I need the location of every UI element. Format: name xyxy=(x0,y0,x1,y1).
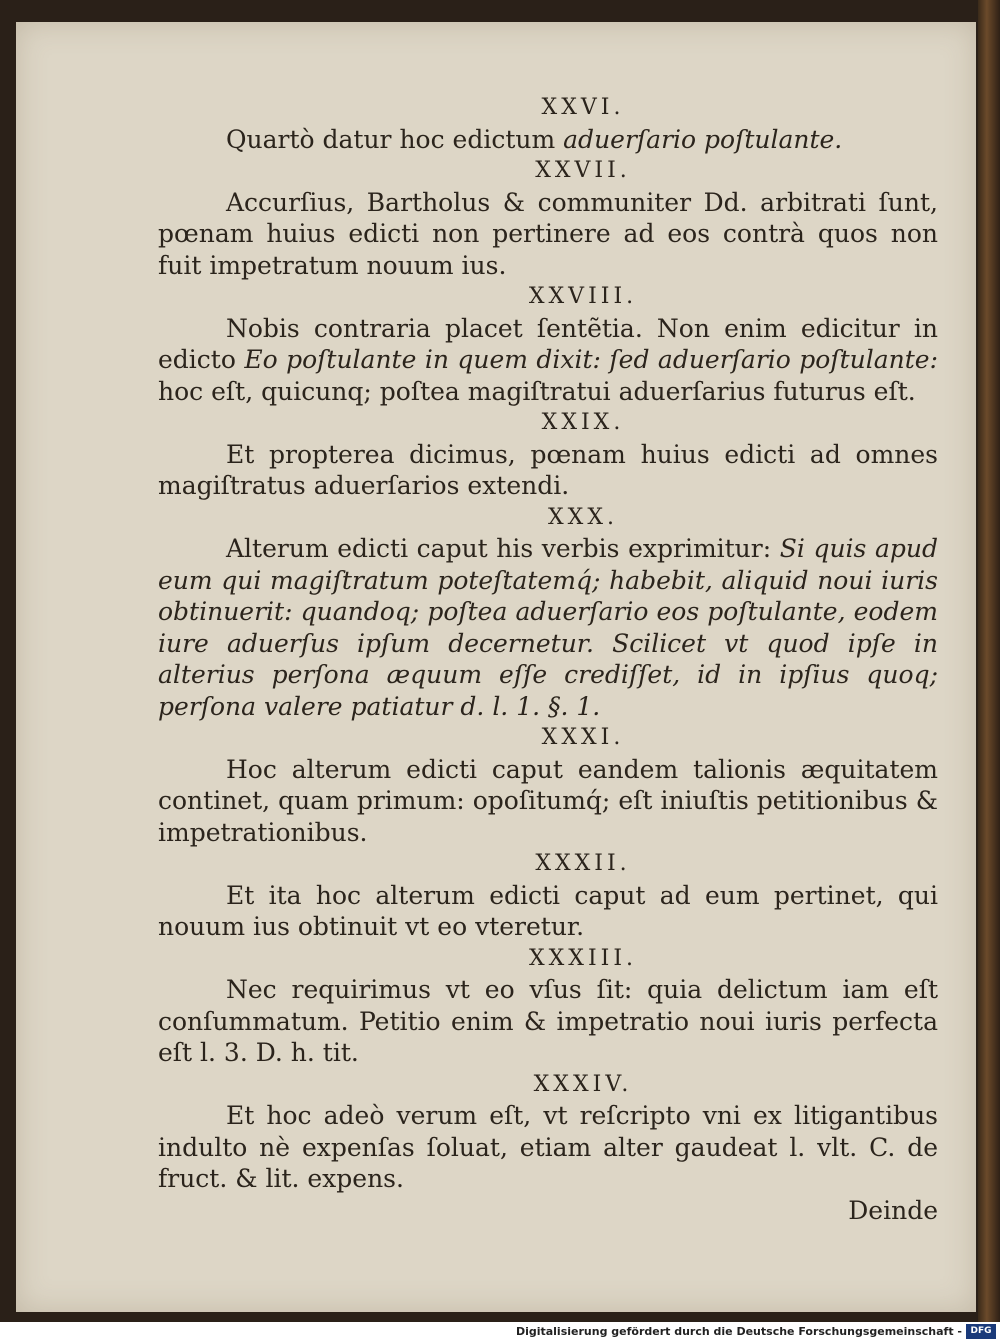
catchword: Deinde xyxy=(848,1195,938,1225)
text-segment: Nobis contraria placet ſentẽtia. Non enim edicitur in edicto xyxy=(158,313,938,374)
section-number: XXVII. xyxy=(535,158,631,183)
section-paragraph xyxy=(158,313,938,408)
text-segment: hoc eſt, quicunq; poſtea magiſtratui aduerſarius futurus eſt. xyxy=(158,376,916,406)
italic-text: Si quis apud eum qui magiſtratum poteſtatemq́; habebit, aliquid noui iuris obtinuerit: quandoq; poſtea aduerſario eos poſtulante, eodem iure aduerſus ipſum decernetur. Scilicet vt quod ipſe in alterius perſona æquum eſſe crediſſet, id in ipſius quoq; perſona valere patiatur d. l. 1. §. 1. xyxy=(158,534,938,721)
section-paragraph xyxy=(158,439,938,502)
text-segment: Et propterea dicimus, pœnam huius edicti ad omnes magiſtratus aduerſarios extendi. xyxy=(158,439,938,500)
text-segment: Accurſius, Bartholus & communiter Dd. arbitrati ſunt, pœnam huius edicti non pertinere ad eos contrà quos non fuit impetratum nouum ius. xyxy=(158,187,938,280)
footer-bar xyxy=(0,1322,1000,1342)
italic-text: Eo poſtulante in quem dixit: ſed aduerſario poſtulante: xyxy=(244,345,938,374)
text-segment: Quartò datur hoc edictum xyxy=(226,124,564,154)
italic-text: aduerſario poſtulante. xyxy=(563,124,843,154)
section-paragraph xyxy=(158,1100,938,1195)
section-paragraph xyxy=(158,533,938,722)
section-number: XXIX. xyxy=(541,410,625,435)
section-number: XXVIII. xyxy=(528,284,638,309)
text-segment: Et ita hoc alterum edicti caput ad eum pertinet, qui nouum ius obtinuit vt eo vteretur. xyxy=(158,880,938,941)
footer-credit: Digitalisierung gefördert durch die Deutsche Forschungsgemeinschaft - xyxy=(515,1325,962,1338)
section-paragraph xyxy=(158,124,938,156)
section-paragraph xyxy=(158,974,938,1069)
section-number: XXVI. xyxy=(541,95,625,120)
text-segment: Nec requirimus vt eo vſus ſit: quia delictum iam eſt conſummatum. Petitio enim & impetratio noui iuris perfecta eſt l. 3. D. h. tit. xyxy=(158,975,938,1067)
section-number: XXXIII. xyxy=(528,945,638,971)
text-segment: Hoc alterum edicti caput eandem talionis æquitatem continet, quam primum: opoſitumq́; eſt iniuſtis petitionibus & impetrationibus. xyxy=(158,754,938,847)
page-text xyxy=(158,92,938,1226)
section-paragraph xyxy=(158,754,938,849)
section-number: XXXIV. xyxy=(533,1071,633,1097)
section-number: XXXII. xyxy=(535,851,631,876)
dfg-logo: DFG xyxy=(966,1324,996,1339)
text-segment: Et hoc adeò verum eſt, vt reſcripto vni ex litigantibus indulto nè expenſas ſoluat, etiam alter gaudeat l. vlt. C. de fruct. & lit. expens. xyxy=(158,1101,938,1193)
section-number: XXX. xyxy=(548,504,618,530)
book-spine xyxy=(978,0,1000,1322)
section-number: XXXI. xyxy=(541,725,625,750)
section-paragraph xyxy=(158,880,938,943)
text-segment: Alterum edicti caput his verbis exprimitur: xyxy=(226,534,780,563)
section-paragraph xyxy=(158,187,938,282)
